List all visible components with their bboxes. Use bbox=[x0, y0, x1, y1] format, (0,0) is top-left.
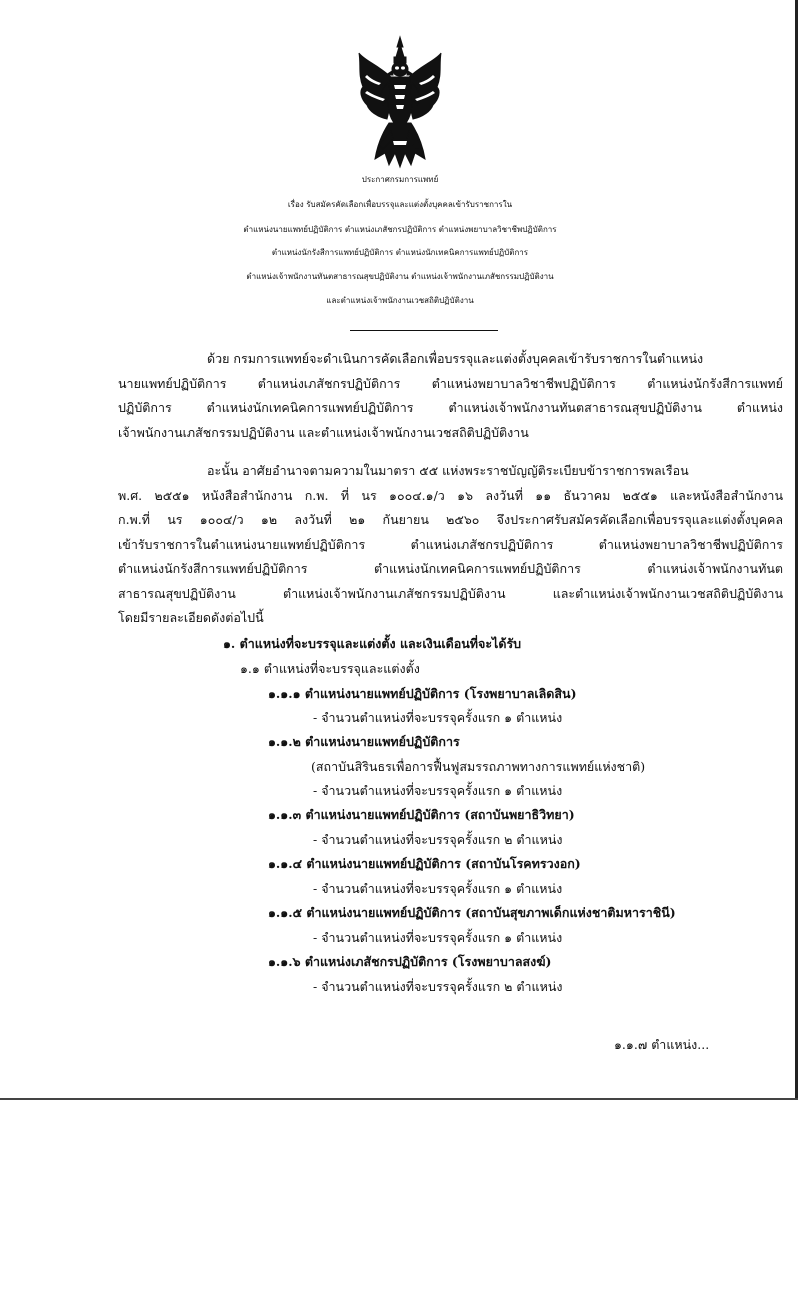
item-5-title: ๑.๑.๕ ตำแหน่งนายแพทย์ปฏิบัติการ (สถาบันสุขภาพเด็กแห่งชาติมหาราชินี) bbox=[268, 905, 676, 920]
item-1-detail: - จำนวนตำแหน่งที่จะบรรจุครั้งแรก ๑ ตำแหน่ง bbox=[313, 710, 563, 725]
subject-line-4: ตำแหน่งเจ้าพนักงานทันตสาธารณสุขปฏิบัติงาน ตำแหน่งเจ้าพนักงานเภสัชกรรมปฏิบัติงาน bbox=[246, 272, 554, 281]
scan-border-right bbox=[795, 0, 798, 1100]
item-2-detail: - จำนวนตำแหน่งที่จะบรรจุครั้งแรก ๑ ตำแหน่ง bbox=[313, 783, 563, 798]
para2-line-3: ก.พ.ที่ นร ๑๐๐๔/ว ๑๒ ลงวันที่ ๒๑ กันยายน ๒๕๖๐ จึงประกาศรับสมัครคัดเลือกเพื่อบรรจุและแต่งตั้งบุคคล bbox=[118, 512, 783, 527]
section1-heading: ๑. ตำแหน่งที่จะบรรจุและแต่งตั้ง และเงินเดือนที่จะได้รับ bbox=[223, 636, 522, 651]
para2-line-7: โดยมีรายละเอียดดังต่อไปนี้ bbox=[118, 610, 264, 625]
para2-line-2: พ.ศ. ๒๕๕๑ หนังสือสำนักงาน ก.พ. ที่ นร ๑๐๐๔.๑/ว ๑๖ ลงวันที่ ๑๑ ธันวาคม ๒๕๕๑ และหนังสือสำนักงาน bbox=[118, 488, 783, 503]
para1-line-2: นายแพทย์ปฏิบัติการ ตำแหน่งเภสัชกรปฏิบัติการ ตำแหน่งพยาบาลวิชาชีพปฏิบัติการ ตำแหน่งนักรังสีการแพทย์ bbox=[118, 376, 783, 391]
scan-border-bottom bbox=[0, 1098, 798, 1100]
item-5-detail: - จำนวนตำแหน่งที่จะบรรจุครั้งแรก ๑ ตำแหน่ง bbox=[313, 930, 563, 945]
para2-line-5: ตำแหน่งนักรังสีการแพทย์ปฏิบัติการ ตำแหน่งนักเทคนิคการแพทย์ปฏิบัติการ ตำแหน่งเจ้าพนักงานทันต bbox=[118, 561, 783, 576]
para1-line-3: ปฏิบัติการ ตำแหน่งนักเทคนิคการแพทย์ปฏิบัติการ ตำแหน่งเจ้าพนักงานทันตสาธารณสุขปฏิบัติงาน ตำแหน่ง bbox=[118, 400, 783, 415]
header-divider bbox=[350, 330, 498, 331]
subject-line-2: ตำแหน่งนายแพทย์ปฏิบัติการ ตำแหน่งเภสัชกรปฏิบัติการ ตำแหน่งพยาบาลวิชาชีพปฏิบัติการ bbox=[243, 225, 557, 234]
para1-line-1: ด้วย กรมการแพทย์จะดำเนินการคัดเลือกเพื่อบรรจุและแต่งตั้งบุคคลเข้ารับราชการในตำแหน่ง bbox=[207, 351, 704, 366]
item-6-title: ๑.๑.๖ ตำแหน่งเภสัชกรปฏิบัติการ (โรงพยาบาลสงฆ์) bbox=[268, 954, 552, 969]
subject-line-5: และตำแหน่งเจ้าพนักงานเวชสถิติปฏิบัติงาน bbox=[326, 296, 474, 305]
para2-line-6: สาธารณสุขปฏิบัติงาน ตำแหน่งเจ้าพนักงานเภสัชกรรมปฏิบัติงาน และตำแหน่งเจ้าพนักงานเวชสถิติปฏิบัติงาน bbox=[118, 586, 783, 601]
item-3-title: ๑.๑.๓ ตำแหน่งนายแพทย์ปฏิบัติการ (สถาบันพยาธิวิทยา) bbox=[268, 807, 575, 822]
subject-line-3: ตำแหน่งนักรังสีการแพทย์ปฏิบัติการ ตำแหน่งนักเทคนิคการแพทย์ปฏิบัติการ bbox=[271, 248, 529, 257]
para2-line-4: เข้ารับราชการในตำแหน่งนายแพทย์ปฏิบัติการ ตำแหน่งเภสัชกรปฏิบัติการ ตำแหน่งพยาบาลวิชาชีพปฏิบัติการ bbox=[118, 537, 783, 552]
item-2-title: ๑.๑.๒ ตำแหน่งนายแพทย์ปฏิบัติการ bbox=[268, 734, 460, 749]
item-4-title: ๑.๑.๔ ตำแหน่งนายแพทย์ปฏิบัติการ (สถาบันโรคทรวงอก) bbox=[268, 856, 581, 871]
item-2-title-cont: (สถาบันสิรินธรเพื่อการฟื้นฟูสมรรถภาพทางการแพทย์แห่งชาติ) bbox=[311, 759, 646, 774]
item-4-detail: - จำนวนตำแหน่งที่จะบรรจุครั้งแรก ๑ ตำแหน่ง bbox=[313, 881, 563, 896]
section1-subheading: ๑.๑ ตำแหน่งที่จะบรรจุและแต่งตั้ง bbox=[240, 661, 420, 676]
item-1-title: ๑.๑.๑ ตำแหน่งนายแพทย์ปฏิบัติการ (โรงพยาบาลเลิดสิน) bbox=[268, 686, 577, 701]
garuda-emblem-icon bbox=[355, 35, 445, 175]
item-6-detail: - จำนวนตำแหน่งที่จะบรรจุครั้งแรก ๒ ตำแหน่ง bbox=[313, 979, 563, 994]
para2-line-1: อะนั้น อาศัยอำนาจตามความในมาตรา ๕๕ แห่งพระราชบัญญัติระเบียบข้าราชการพลเรือน bbox=[207, 463, 689, 478]
para1-line-4: เจ้าพนักงานเภสัชกรรมปฏิบัติงาน และตำแหน่งเจ้าพนักงานเวชสถิติปฏิบัติงาน bbox=[118, 425, 529, 440]
item-3-detail: - จำนวนตำแหน่งที่จะบรรจุครั้งแรก ๒ ตำแหน่ง bbox=[313, 832, 563, 847]
continuation-marker: ๑.๑.๗ ตำแหน่ง... bbox=[614, 1037, 710, 1052]
announcement-title: ประกาศกรมการแพทย์ bbox=[361, 175, 439, 184]
subject-line-1: เรื่อง รับสมัครคัดเลือกเพื่อบรรจุและแต่งตั้งบุคคลเข้ารับราชการใน bbox=[287, 200, 513, 209]
